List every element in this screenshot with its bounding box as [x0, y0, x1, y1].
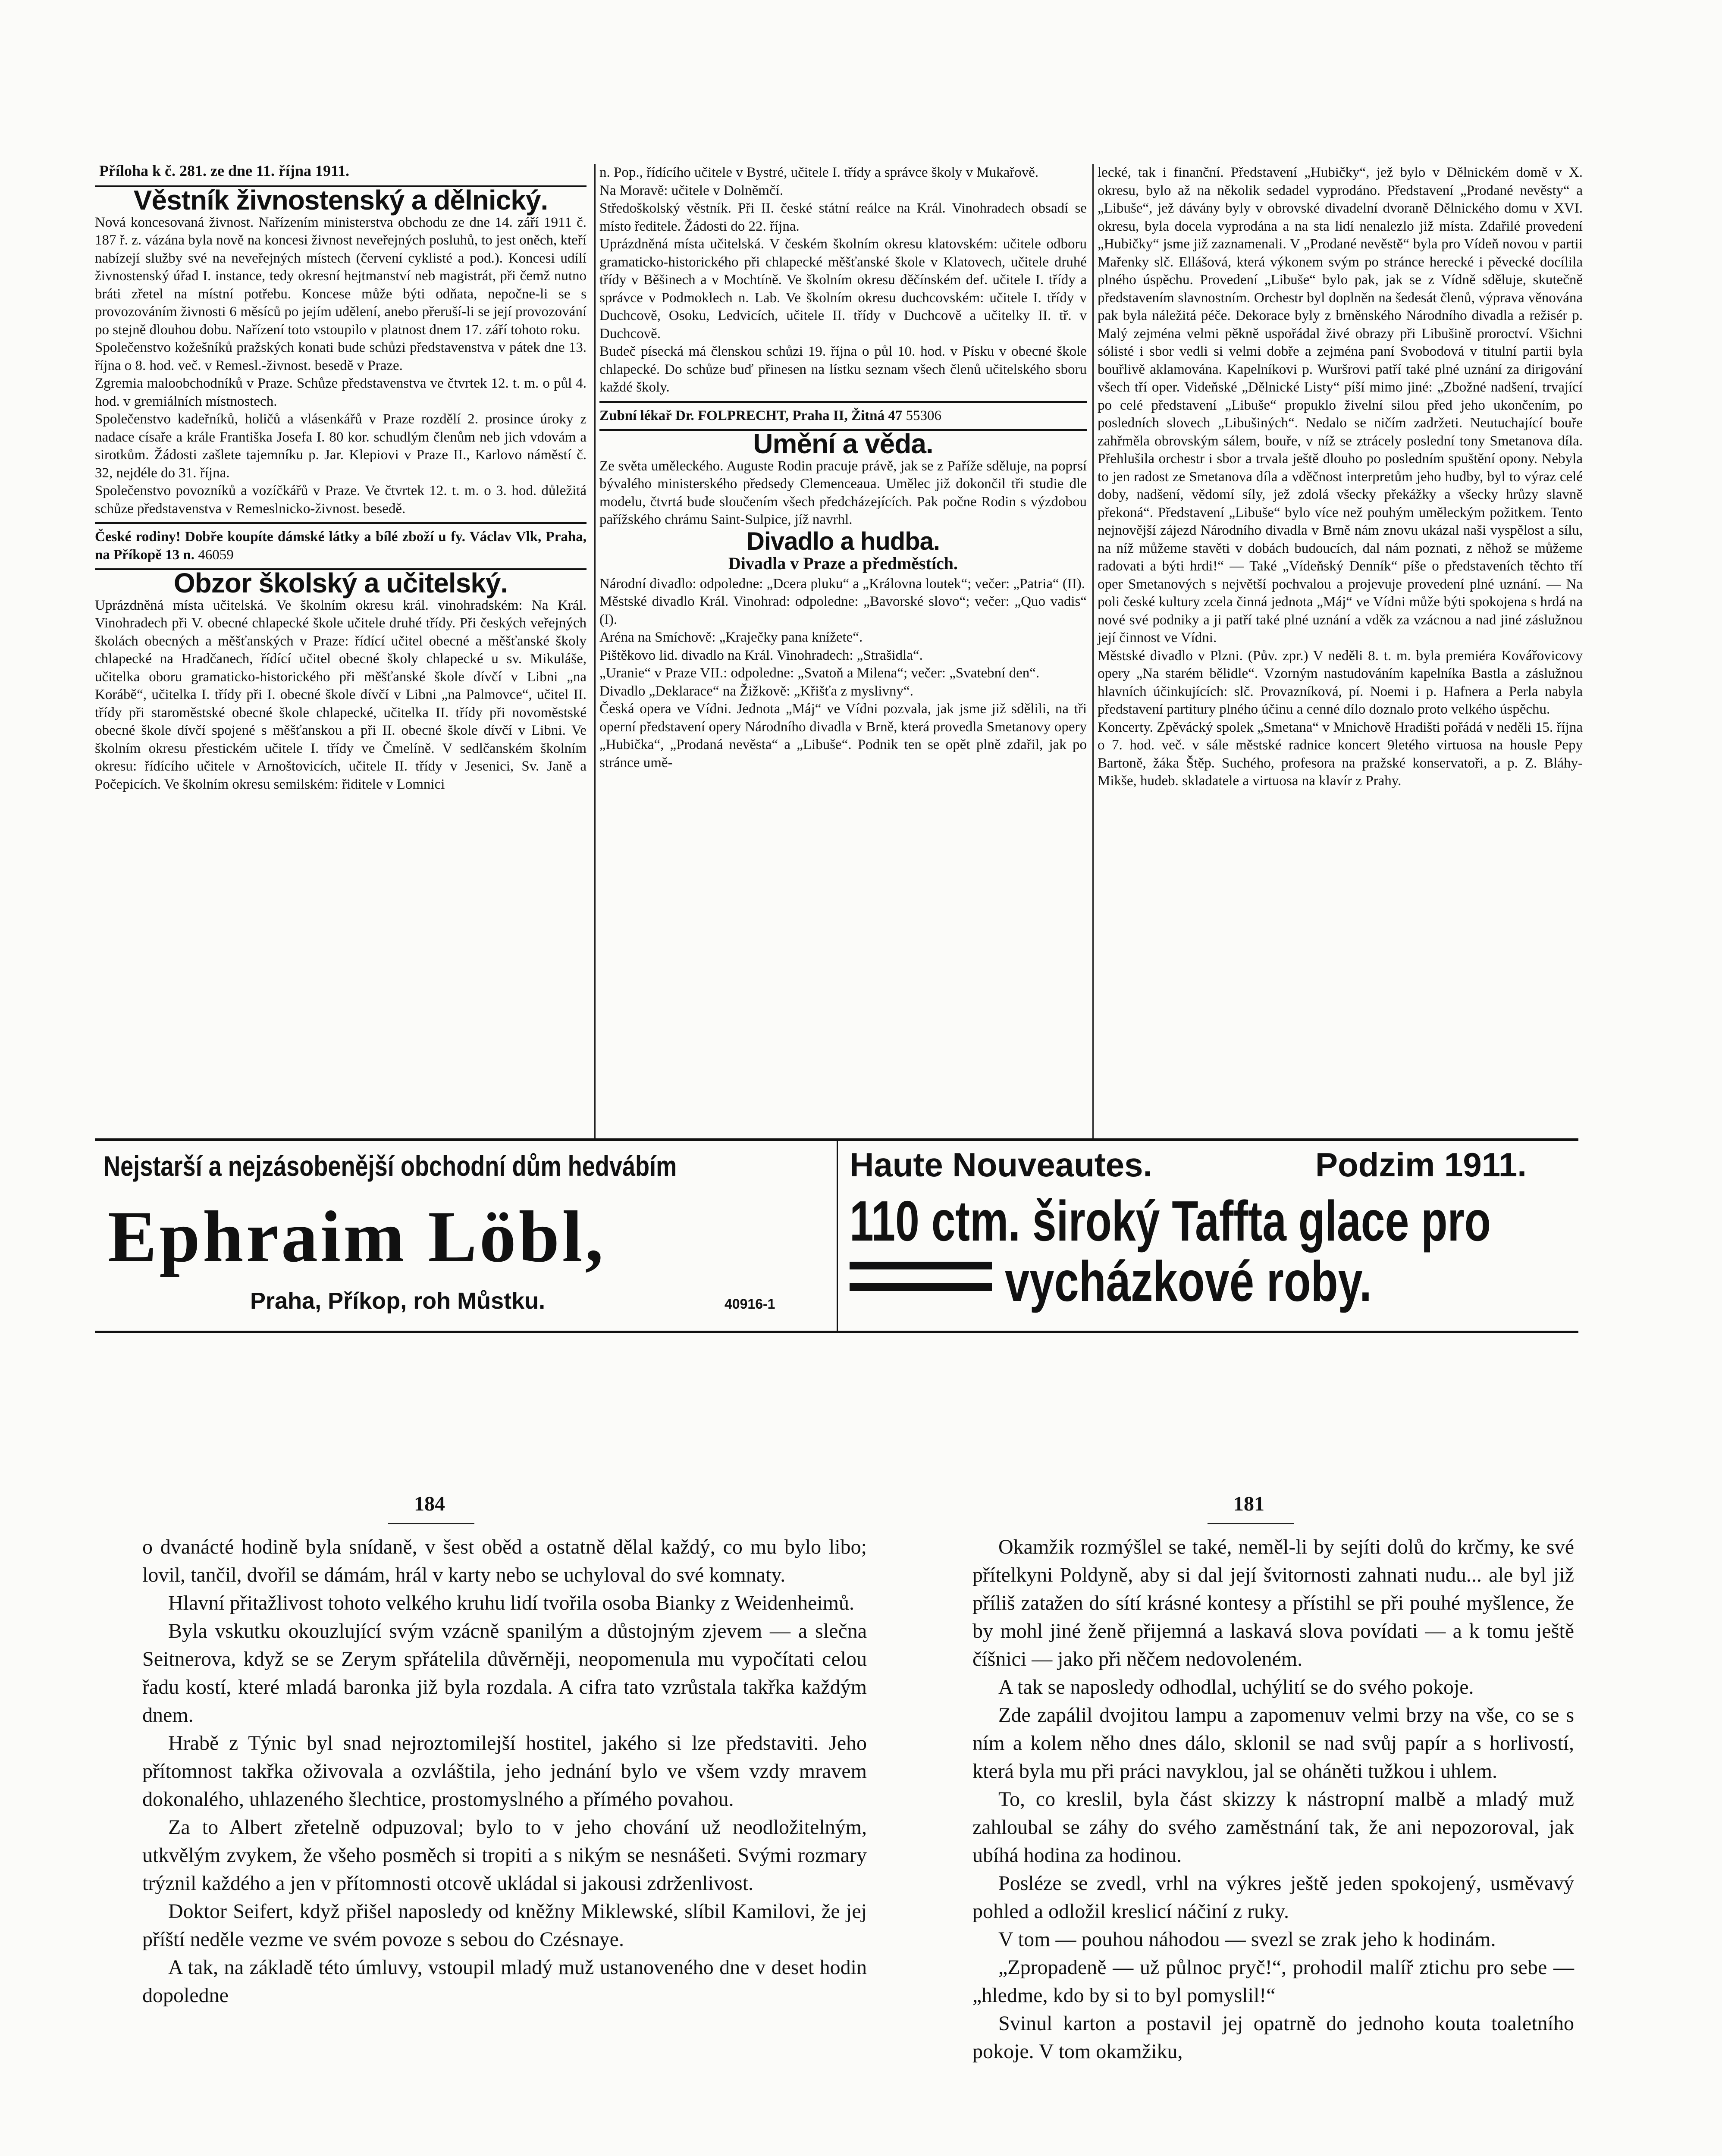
theatre-listing: Divadlo „Deklarace“ na Žižkově: „Křišťa z myslivny“.: [599, 683, 913, 699]
ad-taffta-purpose: vycházkové roby.: [1005, 1250, 1372, 1313]
article-paragraph: Společenstvo povozníků a vozíčkářů v Praze. Ve čtvrtek 12. t. m. o 3. hod. důležitá schůze představenstva v Remeslnicko-živnost. besedě.: [95, 483, 587, 517]
newspaper-column-1: [95, 181, 587, 793]
article-paragraph: n. Pop., řídícího učitele v Bystré, učitele I. třídy a správce školy v Mukařově.: [599, 165, 1039, 180]
ad-taffta: [845, 1141, 1578, 1331]
book-paragraph: „Zpropadeně — už půlnoc pryč!“, prohodil malíř ztichu pro sebe — „hledme, kdo by si to byl pomyslil!“: [972, 1956, 1574, 2007]
newspaper-column-3: [1098, 164, 1583, 790]
theatre-listing: Pištěkovo lid. divadlo na Král. Vinohradech: „Strašidla“.: [599, 647, 923, 663]
article-paragraph: Společenstvo kadeřníků, holičů a vlásenkářů v Praze rozdělí 2. prosince úroky z nadace císaře a krále Františka Josefa I. 80 kor. schudlým členům neb jich vdovám a sirotkům. Žádosti zašlete tajemníku p. Jar. Klepiovi v Praze II., Karlovo náměstí č. 32, nejdéle do 31. října.: [95, 411, 587, 481]
ad-lobl-address: Praha, Příkop, roh Můstku.: [250, 1288, 546, 1314]
book-paragraph: Okamžik rozmýšlel se také, neměl-li by sejíti dolů do krčmy, ke své přítelkyni Poldyně, aby si dal její švitornosti zahnati nudu... ale byl již příliš zatažen do sítí krásné kontesy a přístihl se při pouhé myšlence, že by mohl jiné ženě přijemná a laskavá slova povídati — a k tomu ještě číšnici — jako při něčem nedovoleném.: [972, 1536, 1574, 1670]
newspaper-column-2: [599, 164, 1087, 772]
article-paragraph: Zgremia maloobchodníků v Praze. Schůze představenstva ve čtvrtek 12. t. m. o půl 4. hod. v gremiálních místnostech.: [95, 376, 587, 409]
book-paragraph: Za to Albert zřetelně odpuzoval; bylo to v jeho chování už neodložitelným, utkvělým zvykem, že všeho posměch si tropiti a s nikým se nesnášeti. Svými rozmary trýznil každého a jen v přítomnosti otcově ukládal si jakousi zdrženlivost.: [142, 1816, 867, 1895]
advertisement-banner: [95, 1138, 1578, 1333]
article-paragraph: Středoškolský věstník. Při II. české státní reálce na Král. Vinohradech obsadí se místo ředitele. Žádosti do 22. října.: [599, 201, 1087, 234]
column-divider: [1092, 164, 1094, 1138]
book-paragraph: Hrabě z Týnic byl snad nejroztomilejší hostitel, jakého si lze představiti. Jeho přítomnost takřka oživovala a ozvláštila, jeho jednání bylo ve všem vzdy mravem dokonalého, uhlazeného šlechtice, prostomyslného a přímého povahou.: [142, 1732, 867, 1811]
article-paragraph: Společenstvo kožešníků pražských konati bude schůzi představenstva v pátek dne 13. října o 8. hod. več. v Remesl.-živnost. besedě v Praze.: [95, 340, 587, 373]
ad-bar: [850, 1262, 992, 1269]
theatre-listing: Městské divadlo Král. Vinohrad: odpoledne: „Bavorské slovo“; večer: „Quo vadis“ (I).: [599, 594, 1087, 627]
dentist-text: Zubní lékař Dr. FOLPRECHT, Praha II, Žitná 47: [599, 407, 903, 423]
article-paragraph: Nová koncesovaná živnost. Nařízením ministerstva obchodu ze dne 14. září 1911 č. 187 ř. z. vázána byla nově na koncesi živnost neveřejných posluhů, to jest oněch, kteří nabízejí služby své na neveřejných místech (červení cyklisté a pod.). Koncesi udílí živnostenský úřad I. instance, tedy okresní hejtmanství neb magistrát, při čemž nutno bráti zřetel na místní potřebu. Koncese může býti odňata, nepočne-li se s provozováním živnosti 6 měsíců po jejím udělení, anebo přeruší-li se její provozování po stejně dlouhou dobu. Nařízení toto vstoupilo v platnost dnem 17. září tohoto roku.: [95, 214, 587, 338]
dentist-ad: [599, 407, 1087, 425]
book-page-right: [972, 1533, 1574, 2065]
article-paragraph: lecké, tak i finanční. Představení „Hubičky“, jež bylo v Dělnickém domě v X. okresu, bylo až na několik sedadel vyprodáno. Představení „Prodané nevěsty“ a „Libuše“, jež dávány byly v obrovské divadelní dvoraně Dělnického domu v XVI. okresu, byla docela vyprodána a na sta lidí nenalezlo již místa. Zdařilé provedení „Hubičky“ jsme již zaznamenali. V „Prodané nevěstě“ byla pro Vídeň novou v partii Mařenky slč. Ellášová, která výkonem svým po stránce herecké i pěvecké docílila plného úspěchu. Provedení „Libuše“ bylo pak, jak se z Vídně sděluje, skutečně představením slavnostním. Orchestr byl doplněn na šedesát členů, výprava věnována pak byla náležitá péče. Dekorace byly z brněnského Národního divadla a režisér p. Malý zejména velmi pěkně uspořádal živé obrazy při Libušině proroctví. Všichni sólisté i sbor vedli si velmi dobře a zejména paní Svobodová v titulní partii byla bouřlivě aklamována. Kapelníkovi p. Wuršrovi patří také plné uznání za dirigování všech tří oper. Videňské „Dělnické Listy“ píší mimo jiné: „Zbožné nadšení, trvající po celé představení „Libuše“ propuklo živelní silou před jeho ukončením, po posledních slovech „Libušiných“. Nedalo se ničím zadržeti. Neutuchající bouře zahřměla obrovským sálem, bouře, v níž se ztrácely poslední tony Smetanova díla. Přehlušila orchestr i sbor a trvala ještě dlouho po posledním spuštění opony. Nebyla to jen radost ze Smetanova díla a vděčnost interpretům jeho hudby, byl to výraz celé doby, nadšení, vědomí síly, jež zdolá všecky překážky a všecky hrůzy slavně překoná“. Představení „Libuše“ bylo více než pouhým uměleckým požitkem. Tento nejnovější zájezd Národního divadla v Brně nám znovu ukázal naši vyspělost a sílu, na níž můžeme stavěti v dobách budoucích, dal nám poznati, z něhož se můžeme radovati a býti hrdi!“ — Také „Vídeňský Denník“ píše o představeních těchto tří oper Smetanových s největší pochvalou a projevuje provedení plné uznání. — Na poli české kultury zcela činná jednota „Máj“ ve Vídni může býti spokojena s hrdá na nové své podniky a ji patří také plné uznání a vděk za vzácnou a nad jiné záslužnou její činnost ve Vídni.: [1098, 165, 1583, 646]
article-paragraph: Uprázdněná místa učitelská. V českém školním okresu klatovském: učitele odboru gramaticko-historického při chlapecké měšťanské škole v Klatovech, učitele druhé třídy v Běšinech a v Mochtíně. Ve školním okresu děčínském def. učitele I. třídy a správce v Podmoklech n. Lab. Ve školním okresu duchcovském: učitele I. třídy v Duchcově, Osoku, Ledvicích, učitele II. třídy v Duchcově a učitelky II. tř. v Duchcově.: [599, 236, 1087, 342]
ad-lobl-number: 40916-1: [725, 1296, 775, 1312]
ad-taffta-offer: 110 ctm. široký Taffta glace pro: [850, 1189, 1491, 1253]
article-paragraph: Koncerty. Zpěvácký spolek „Smetana“ v Mnichově Hradišti pořádá v neděli 15. října o 7. hod. več. v sále městské radnice koncert 9letého virtuosa na housle Pepy Bartoně, žáka Štěp. Suchého, profesora na pražské konservatoři, a p. Z. Bláhy-Mikše, hudeb. skladatele a virtuosa na klavír z Prahy.: [1098, 719, 1583, 789]
ad-lobl-name: Ephraim Löbl,: [108, 1196, 606, 1277]
notice-number: 46059: [198, 547, 234, 563]
book-paragraph: A tak se naposledy odhodlal, uchýlití se do svého pokoje.: [998, 1676, 1474, 1698]
book-paragraph: Doktor Seifert, když přišel naposledy od kněžny Miklewské, slíbil Kamilovi, že jej příští neděle vezme ve svém povoze s sebou do Czésnaye.: [142, 1900, 867, 1951]
right-page-number: 181: [1233, 1492, 1264, 1515]
ad-lobl: [95, 1141, 838, 1331]
article-paragraph: Budeč písecká má členskou schůzi 19. října o půl 10. hod. v Písku v obecné škole chlapecké. Do schůze buď přinesen na lístku seznam všech členů učitelského sboru každé školy.: [599, 344, 1087, 395]
divider: [599, 401, 1087, 403]
section-title-umeni: Umění a věda.: [753, 428, 933, 459]
page-number-rule: [388, 1523, 474, 1524]
book-paragraph: Zde zapálil dvojitou lampu a zapomenuv velmi brzy na vše, co se s ním a kolem něho dnes dálo, sklonil se nad svůj papír a s horlivostí, která byla mu při práci navyklou, jal se oháněti tužkou i uhlem.: [972, 1704, 1574, 1783]
book-paragraph: Hlavní přitažlivost tohoto velkého kruhu lidí tvořila osoba Bianky z Weidenheimů.: [168, 1592, 854, 1614]
book-paragraph: A tak, na základě této úmluvy, vstoupil mladý muž ustanoveného dne v deset hodin dopoledne: [142, 1956, 867, 2007]
ad-lobl-tagline: Nejstarší a nejzásobenější obchodní dům hedvábím: [104, 1150, 677, 1182]
section-title-skolsky: Obzor školský a učitelský.: [173, 567, 508, 599]
theatre-subtitle: Divadla v Praze a předměstích.: [728, 554, 958, 573]
classified-notice: [95, 528, 587, 564]
book-page-left: [142, 1533, 867, 2009]
article-paragraph: Uprázdněná místa učitelská. Ve školním okresu král. vinohradském: Na Král. Vinohradech při V. obecné chlapecké škole učitele druhé třídy. Při českých veřejných školách obecných a měšťanských v Praze: řídící učitel obecné a měšťanské školy chlapecké na Hradčanech, řídící učitel obecné školy chlapecké u sv. Mikuláše, učitelka oboru gramaticko-historického při měšťanské škole dívčí v Libni „na Korábě“, učitelka I. třídy při I. obecné škole dívčí v Libni „na Palmovce“, učitel II. třídy při staroměstské obecné škole chlapecké, učitelka II. třídy při novoměstské obecné škole dívčí spojené s měšťanskou a při II. obecné škole dívčí v Libni. Ve školním okresu přestickém učitele I. třídy ve Čmelíně. V sedlčanském školním okresu: řídícího učitele v Arnoštovicích, učitele II. třídy v Jesenici, Sv. Janě a Počepicích. Ve školním okresu semilském: řiditele v Lomnici: [95, 597, 587, 792]
column-divider: [594, 164, 596, 1138]
notice-text: České rodiny! Dobře koupíte dámské látky a bílé zboží u fy. Václav Vlk, Praha, na Příkopě 13 n.: [95, 529, 587, 563]
theatre-listing: Aréna na Smíchově: „Kraječky pana knížete“.: [599, 630, 863, 645]
article-paragraph: Na Moravě: učitele v Dolněmčí.: [599, 182, 784, 198]
page-number-rule: [1208, 1523, 1294, 1524]
book-paragraph: V tom — pouhou náhodou — svezl se zrak jeho k hodinám.: [998, 1928, 1496, 1951]
ad-bar: [850, 1283, 992, 1291]
divider: [95, 522, 587, 524]
article-paragraph: Česká opera ve Vídni. Jednota „Máj“ ve Vídni pozvala, jak jsme již sdělili, na tři operní představení opery Národního divadla v Brně, která provedla Smetanovy opery „Hubička“, „Prodaná nevěsta“ a „Libuše“. Podnik ten se opět plně zdařil, jak po stránce umě-: [599, 701, 1087, 771]
article-paragraph: Městské divadlo v Plzni. (Pův. zpr.) V neděli 8. t. m. byla premiéra Kovářovicovy opery „Na starém bělidle“. Vzorným nastudováním kapelníka Bastla a záslužnou hlavních účinkujících: slč. Provazníková, pí. Noemi i p. Hafnera a Perla nabyla představení partitury plného účinu a cenné dílo doznalo proto velkého úspěchu.: [1098, 648, 1583, 717]
ad-taffta-season: Podzim 1911.: [1315, 1146, 1527, 1184]
book-paragraph: o dvanácté hodině byla snídaně, v šest oběd a ostatně dělal každý, co mu bylo libo; lovil, tančil, dvořil se dámám, hrál v karty nebo se uchyloval do své komnaty.: [142, 1536, 867, 1586]
newspaper-header: Příloha k č. 281. ze dne 11. října 1911.: [99, 162, 349, 179]
book-paragraph: Byla vskutku okouzlující svým vzácně spanilým a důstojným zjevem — a slečna Seitnerova, když se se Zerym spřátelila důvěrněji, neopomenula mu vypočítati celou řadu kostí, které mladá baronka již byla rozdala. A cifra tato vzrůstala takřka každým dnem.: [142, 1620, 867, 1727]
book-paragraph: Svinul karton a postavil jej opatrně do jednoho kouta toaletního pokoje. V tom okamžiku,: [972, 2012, 1574, 2063]
dentist-number: 55306: [906, 407, 942, 423]
left-page-number: 184: [414, 1492, 445, 1515]
section-title-zivnostensky: Věstník živnostenský a dělnický.: [133, 185, 548, 216]
section-title-divadlo: Divadlo a hudba.: [746, 527, 940, 555]
theatre-listing: „Uranie“ v Praze VII.: odpoledne: „Svatoň a Milena“; večer: „Svatební den“.: [599, 665, 1040, 681]
theatre-listing: Národní divadlo: odpoledne: „Dcera pluku“ a „Královna loutek“; večer: „Patria“ (II).: [599, 576, 1085, 592]
article-paragraph: Ze světa uměleckého. Auguste Rodin pracuje právě, jak se z Paříže sděluje, na poprsí bývalého ministerského předsedy Clemenceaua. Umělec již dokončil tři studie dle modelu, čtvrtá bude sloučením všech předcházejících. Pak počne Rodin s výzdobou pařížského chrámu Saint-Sulpice, jíž navrhl.: [599, 458, 1087, 527]
book-paragraph: Posléze se zvedl, vrhl na výkres ještě jeden spokojený, usměvavý pohled a odložil kreslicí náčiní z ruky.: [972, 1872, 1574, 1923]
book-paragraph: To, co kreslil, byla část skizzy k nástropní malbě a mladý muž zahloubal se záhy do svého zaměstnání tak, že ani nepozoroval, jak ubíhá hodina za hodinou.: [972, 1788, 1574, 1867]
ad-taffta-headline: Haute Nouveautes.: [850, 1146, 1153, 1184]
